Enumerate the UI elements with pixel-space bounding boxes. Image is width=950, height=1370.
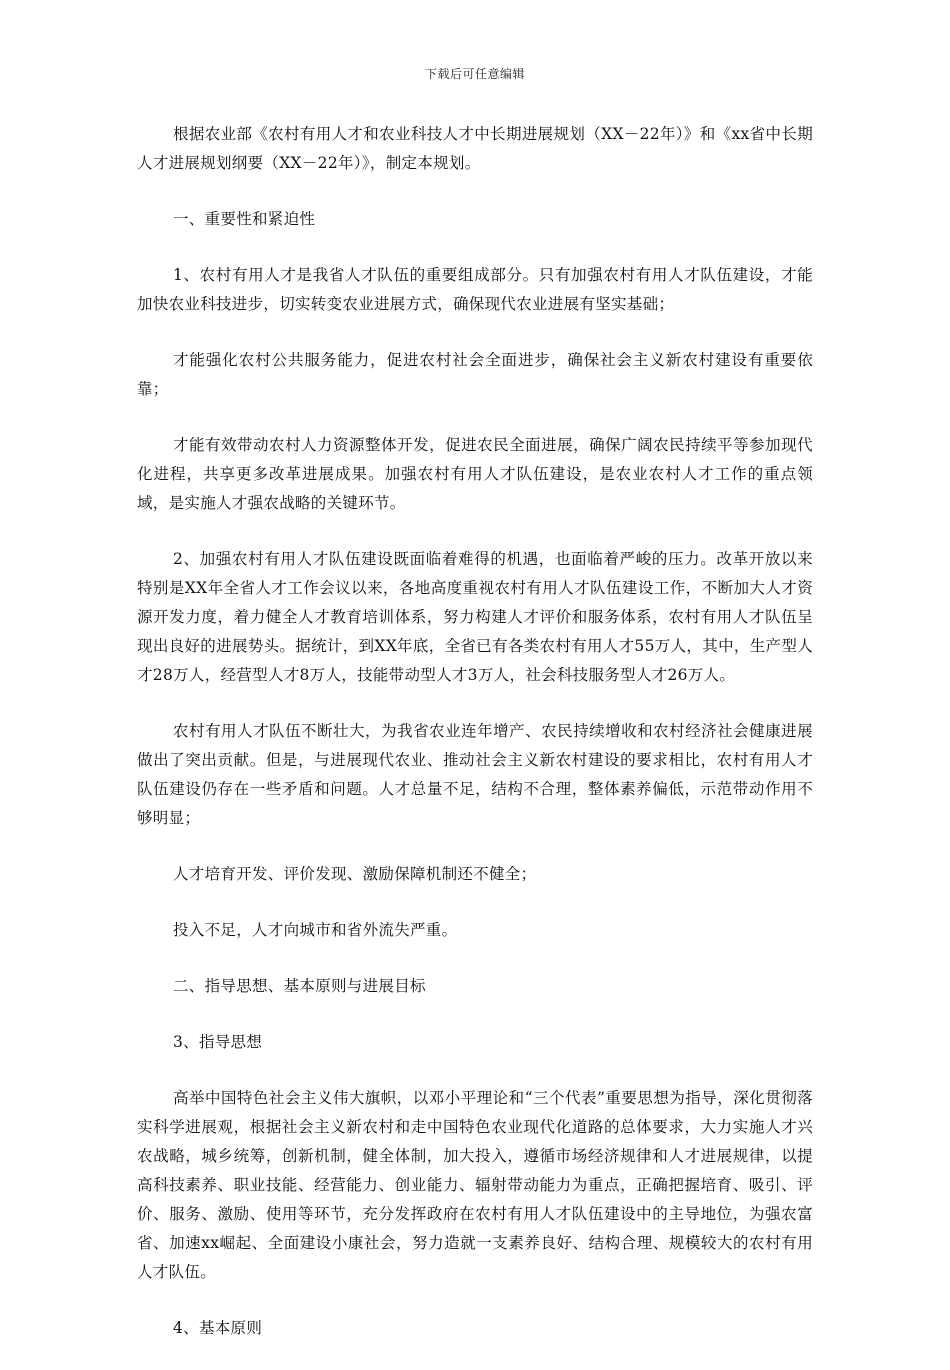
subheading-guiding-ideology: 3、指导思想 [173, 1033, 263, 1051]
document-body [137, 120, 813, 1370]
paragraph-point-1: 1、农村有用人才是我省人才队伍的重要组成部分。只有加强农村有用人才队伍建设，才能加快农业科技进步，切实转变农业进展方式，确保现代农业进展有坚实基础； [137, 266, 813, 313]
paragraph-human-resources: 才能有效带动农村人力资源整体开发，促进农民全面进展，确保广阔农民持续平等参加现代化进程，共享更多改革进展成果。加强农村有用人才队伍建设，是农业农村人才工作的重点领域，是实施人才强农战略的关键环节。 [137, 436, 813, 512]
intro-paragraph: 根据农业部《农村有用人才和农业科技人才中长期进展规划（XX－22年）》和《xx省中长期人才进展规划纲要（XX－22年）》，制定本规划。 [137, 125, 813, 172]
section-heading-importance: 一、重要性和紧迫性 [173, 210, 316, 228]
paragraph-guiding-ideology: 高举中国特色社会主义伟大旗帜，以邓小平理论和“三个代表”重要思想为指导，深化贯彻落实科学进展观，根据社会主义新农村和走中国特色农业现代化道路的总体要求，大力实施人才兴农战略，城乡统筹，创新机制，健全体制，加大投入，遵循市场经济规律和人才进展规律，以提高科技素养、职业技能、经营能力、创业能力、辐射带动能力为重点，正确把握培育、吸引、评价、服务、激励、使用等环节，充分发挥政府在农村有用人才队伍建设中的主导地位，为强农富省、加速xx崛起、全面建设小康社会，努力造就一支素养良好、结构合理、规模较大的农村有用人才队伍。 [137, 1089, 813, 1281]
paragraph-public-service: 才能强化农村公共服务能力，促进农村社会全面进步，确保社会主义新农村建设有重要依靠； [137, 351, 813, 398]
subheading-basic-principles: 4、基本原则 [173, 1319, 263, 1337]
paragraph-mechanism: 人才培育开发、评价发现、激励保障机制还不健全； [173, 865, 537, 883]
page-header-note: 下载后可任意编辑 [424, 67, 525, 81]
paragraph-point-2: 2、加强农村有用人才队伍建设既面临着难得的机遇，也面临着严峻的压力。改革开放以来特别是XX年全省人才工作会议以来，各地高度重视农村有用人才队伍建设工作，不断加大人才资源开发力度，着力健全人才教育培训体系，努力构建人才评价和服务体系，农村有用人才队伍呈现出良好的进展势头。据统计，到XX年底，全省已有各类农村有用人才55万人，其中，生产型人才28万人，经营型人才8万人，技能带动型人才3万人，社会科技服务型人才26万人。 [137, 550, 813, 684]
paragraph-investment: 投入不足，人才向城市和省外流失严重。 [173, 921, 458, 939]
section-heading-guidance: 二、指导思想、基本原则与进展目标 [173, 977, 426, 995]
paragraph-problems: 农村有用人才队伍不断壮大，为我省农业连年增产、农民持续增收和农村经济社会健康进展做出了突出贡献。但是，与进展现代农业、推动社会主义新农村建设的要求相比，农村有用人才队伍建设仍存在一些矛盾和问题。人才总量不足，结构不合理，整体素养偏低，示范带动作用不够明显； [137, 722, 813, 827]
